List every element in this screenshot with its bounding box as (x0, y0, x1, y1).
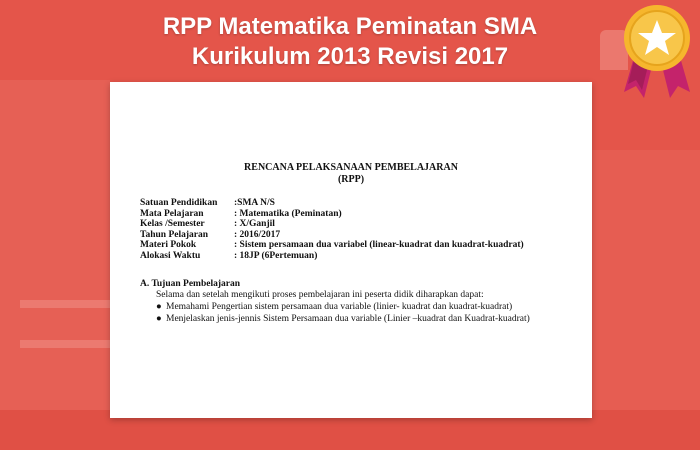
star-award-icon (614, 0, 700, 100)
identity-table (140, 198, 580, 261)
info-label: Alokasi Waktu (140, 250, 201, 261)
info-row (140, 230, 580, 241)
list-item (156, 301, 530, 313)
info-row (140, 251, 580, 262)
info-row (140, 209, 580, 220)
bullet-icon: ● (156, 314, 162, 324)
info-row (140, 240, 580, 251)
info-value: :SMA N/S (234, 198, 275, 208)
info-value: : 2016/2017 (234, 229, 281, 240)
info-value: : 18JP (6Pertemuan) (234, 250, 318, 261)
info-label: Satuan Pendidikan (140, 198, 218, 208)
objectives-list (156, 301, 530, 325)
info-value: : Sistem persamaan dua variabel (linear-kuadrat dan kuadrat-kuadrat) (234, 240, 524, 250)
section-intro: Selama dan setelah mengikuti proses pembelajaran ini peserta didik diharapkan dapat: (156, 290, 484, 300)
list-item-text: Menjelaskan jenis-jennis Sistem Persamaan dua variable (Linier –kuadrat dan Kuadrat-kuadrat) (166, 314, 530, 324)
info-label: Materi Pokok (140, 240, 197, 250)
info-label: Kelas /Semester (140, 219, 205, 229)
list-item (156, 313, 530, 325)
background-shelf-line (20, 300, 110, 308)
info-value: : X/Ganjil (234, 219, 275, 229)
info-label: Tahun Pelajaran (140, 229, 209, 240)
info-row (140, 219, 580, 230)
bullet-icon: ● (156, 302, 162, 312)
background-shelf-line (20, 340, 110, 348)
document-title: RENCANA PELAKSANAAN PEMBELAJARAN (244, 162, 458, 173)
info-row (140, 198, 580, 209)
section-heading: A. Tujuan Pembelajaran (140, 279, 241, 289)
info-value: : Matematika (Peminatan) (234, 208, 342, 219)
document-page (110, 82, 592, 418)
document-subtitle: (RPP) (337, 174, 365, 185)
info-label: Mata Pelajaran (140, 208, 204, 219)
background-panel-right (590, 150, 700, 410)
page-title-line-2: Kurikulum 2013 Revisi 2017 (191, 43, 509, 70)
list-item-text: Memahami Pengertian sistem persamaan dua variable (linier- kuadrat dan kuadrat-kuadrat) (166, 302, 513, 312)
background-panel-left (0, 80, 110, 410)
page-title-line-1: RPP Matematika Peminatan SMA (162, 13, 538, 40)
